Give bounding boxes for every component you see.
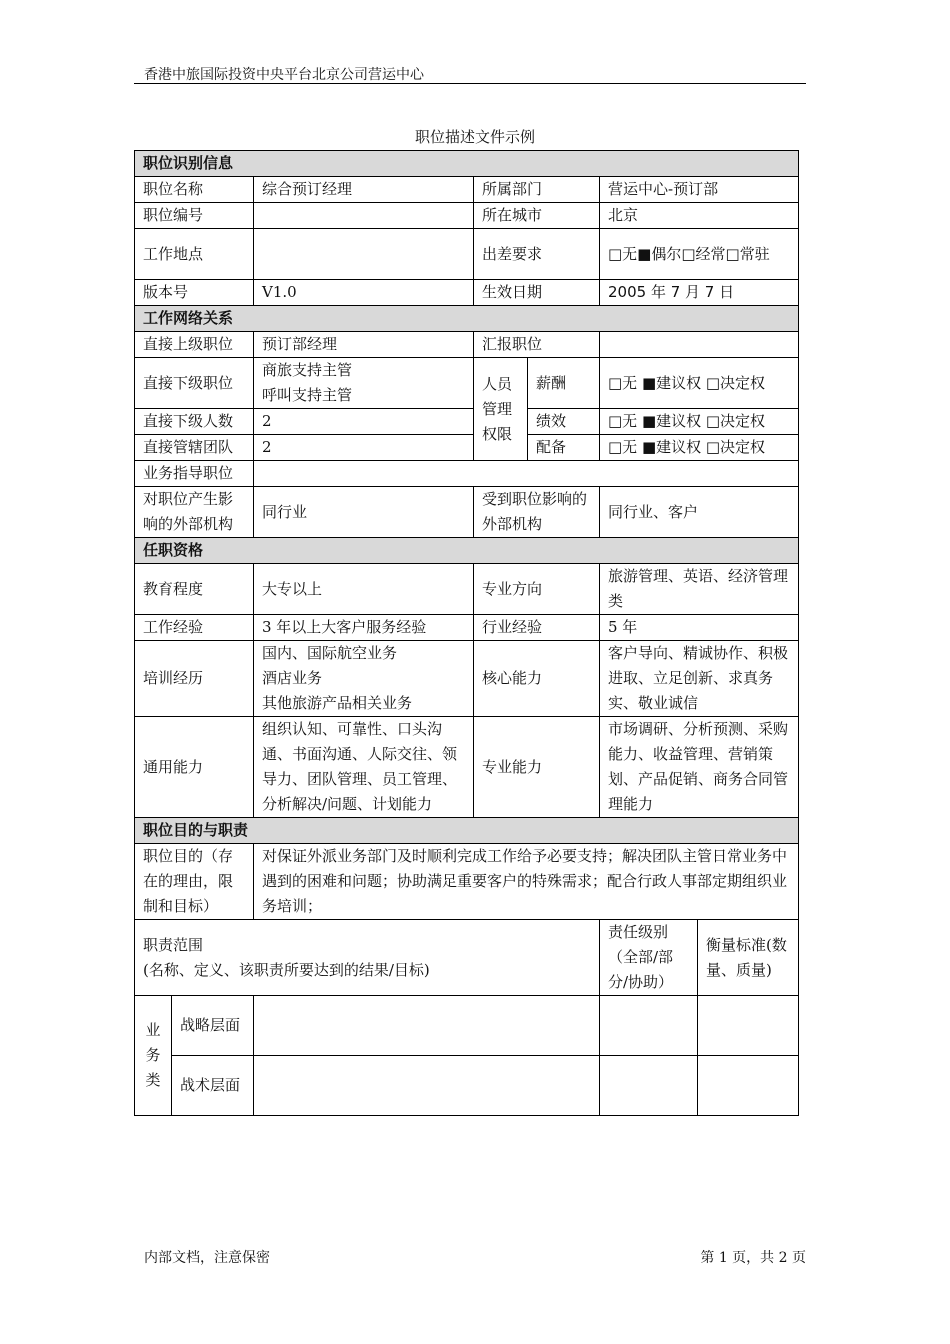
purpose-label: 职位目的（存在的理由，限制和目标） [135,844,254,920]
department-value: 营运中心-预订部 [600,177,799,203]
business-label: 业务类 [135,996,172,1116]
affect-ext-label: 对职位产生影响的外部机构 [135,487,254,538]
staffing-rights: □无 ■建议权 □决定权 [600,435,799,461]
strategic-label: 战略层面 [172,996,254,1056]
footer-page-number: 第 1 页，共 2 页 [700,1250,806,1266]
travel-value: □无■偶尔□经常□常驻 [600,229,799,280]
professional-value: 市场调研、分析预测、采购能力、收益管理、营销策划、产品促销、商务合同管理能力 [600,717,799,818]
major-value: 旅游管理、英语、经济管理类 [600,564,799,615]
major-label: 专业方向 [474,564,600,615]
salary-rights: □无 ■建议权 □决定权 [600,358,799,409]
job-description-table [134,150,799,1116]
section-qualification: 任职资格 [135,538,799,564]
education-value: 大专以上 [254,564,474,615]
position-code-value [254,203,474,229]
training-item: 国内、国际航空业务 [262,644,398,662]
training-list [254,641,474,717]
purpose-text: 对保证外派业务部门及时顺利完成工作给予必要支持；解决团队主管日常业务中遇到的困难和问题；协助满足重要客户的特殊需求；配合行政人事部定期组织业务培训； [254,844,799,920]
location-label: 工作地点 [135,229,254,280]
city-label: 所在城市 [474,203,600,229]
section-network: 工作网络关系 [135,306,799,332]
position-name-value: 综合预订经理 [254,177,474,203]
footer-confidential: 内部文档，注意保密 [144,1250,270,1266]
affect-ext-value: 同行业 [254,487,474,538]
level-label: 责任级别（全部/部分/协助） [600,920,698,996]
experience-value: 3 年以上大客户服务经验 [254,615,474,641]
industry-label: 行业经验 [474,615,600,641]
core-value: 客户导向、精诚协作、积极进取、立足创新、求真务实、敬业诚信 [600,641,799,717]
salary-label: 薪酬 [528,358,600,409]
section-identification: 职位识别信息 [135,151,799,177]
authority-label: 人员管理权限 [474,358,528,461]
sub-count-label: 直接下级人数 [135,409,254,435]
tactical-level [600,1056,698,1116]
measure-label: 衡量标准(数量、质量) [698,920,799,996]
header-rule [134,83,806,84]
performance-label: 绩效 [528,409,600,435]
superior-label: 直接上级职位 [135,332,254,358]
report-label: 汇报职位 [474,332,600,358]
header-org: 香港中旅国际投资中央平台北京公司营运中心 [144,67,424,83]
scope-header [135,920,600,996]
guidance-label: 业务指导职位 [135,461,254,487]
scope-label: 职责范围 [143,935,204,954]
subordinate-list [254,358,474,409]
general-value: 组织认知、可靠性、口头沟通、书面沟通、人际交往、领导力、团队管理、员工管理、分析解决/问题、计划能力 [254,717,474,818]
training-label: 培训经历 [135,641,254,717]
staffing-label: 配备 [528,435,600,461]
general-label: 通用能力 [135,717,254,818]
affected-ext-label: 受到职位影响的外部机构 [474,487,600,538]
effective-date-label: 生效日期 [474,280,600,306]
tactical-label: 战术层面 [172,1056,254,1116]
department-label: 所属部门 [474,177,600,203]
sub-count-value: 2 [254,409,474,435]
education-label: 教育程度 [135,564,254,615]
team-label: 直接管辖团队 [135,435,254,461]
strategic-content [254,996,600,1056]
report-value [600,332,799,358]
core-label: 核心能力 [474,641,600,717]
document-title: 职位描述文件示例 [414,128,535,146]
position-code-label: 职位编号 [135,203,254,229]
version-value: V1.0 [254,280,474,306]
affected-ext-value: 同行业、客户 [600,487,799,538]
team-value: 2 [254,435,474,461]
tactical-measure [698,1056,799,1116]
section-purpose: 职位目的与职责 [135,818,799,844]
city-value: 北京 [600,203,799,229]
effective-date-value: 2005 年 7 月 7 日 [600,280,799,306]
performance-rights: □无 ■建议权 □决定权 [600,409,799,435]
experience-label: 工作经验 [135,615,254,641]
guidance-value [254,461,799,487]
subordinate-item: 呼叫支持主管 [262,386,353,404]
subordinate-label: 直接下级职位 [135,358,254,409]
version-label: 版本号 [135,280,254,306]
strategic-level [600,996,698,1056]
location-value [254,229,474,280]
industry-value: 5 年 [600,615,799,641]
training-item: 酒店业务 [262,669,323,687]
scope-sub: (名称、定义、该职责所要达到的结果/目标) [143,960,430,979]
strategic-measure [698,996,799,1056]
position-name-label: 职位名称 [135,177,254,203]
tactical-content [254,1056,600,1116]
professional-label: 专业能力 [474,717,600,818]
training-item: 其他旅游产品相关业务 [262,694,413,712]
subordinate-item: 商旅支持主管 [262,361,353,379]
superior-value: 预订部经理 [254,332,474,358]
travel-label: 出差要求 [474,229,600,280]
